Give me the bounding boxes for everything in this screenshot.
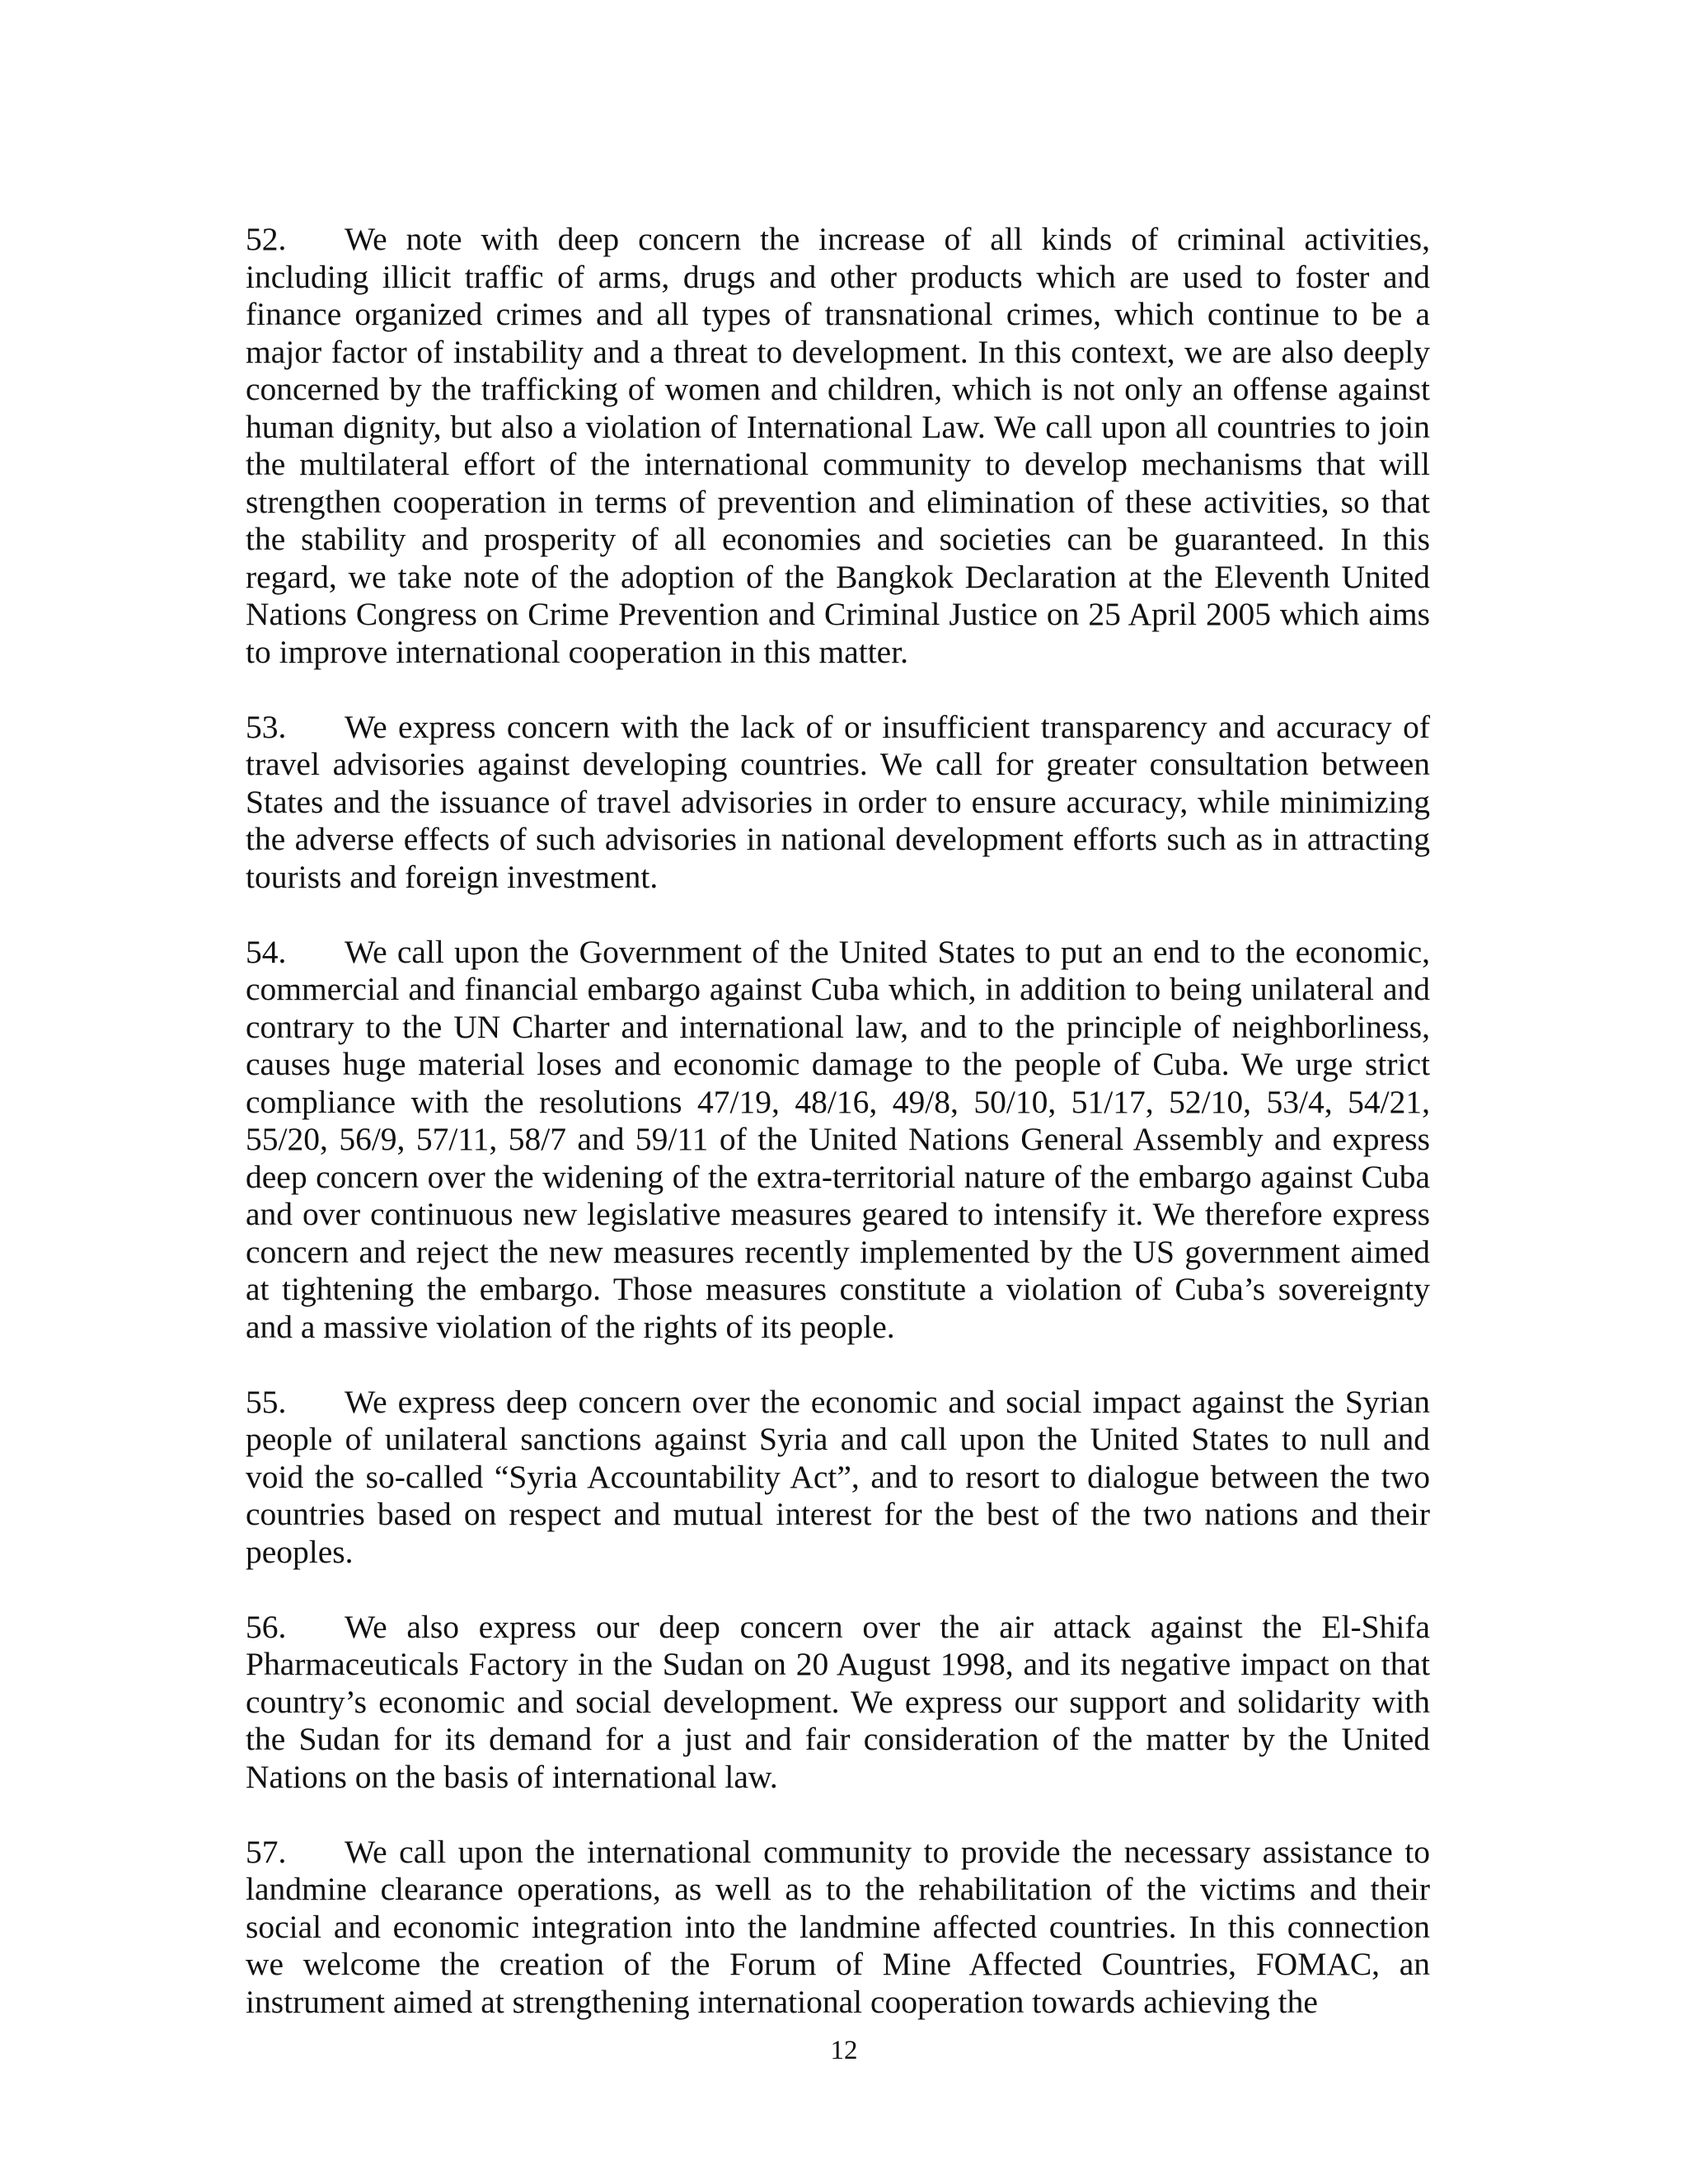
paragraph-text: We also express our deep concern over the air attack against the El-Shifa Pharmaceuticals Factory in the Sudan on 20 August 1998, and its negative impact on that country’s economic and social development. We express our support and solidarity with the Sudan for its demand for a just and fair consideration of the matter by the United Nations on the basis of international law.	[246, 1608, 1430, 1795]
paragraph-text: We call upon the Government of the United States to put an end to the economic, commercial and financial embargo against Cuba which, in addition to being unilateral and contrary to the UN Charter and international law, and to the principle of neighborliness, causes huge material loses and economic damage to the people of Cuba. We urge strict compliance with the resolutions 47/19, 48/16, 49/8, 50/10, 51/17, 52/10, 53/4, 54/21, 55/20, 56/9, 57/11, 58/7 and 59/11 of the United Nations General Assembly and express deep concern over the widening of the extra-territorial nature of the embargo against Cuba and over continuous new legislative measures geared to intensify it. We therefore express concern and reject the new measures recently implemented by the US government aimed at tightening the embargo. Those measures constitute a violation of Cuba’s sovereignty and a massive violation of the rights of its people.	[246, 933, 1430, 1345]
paragraph-number: 52.	[246, 221, 287, 257]
paragraph-text: We call upon the international community to provide the necessary assistance to landmine clearance operations, as well as to the rehabilitation of the victims and their social and economic integration into the landmine affected countries. In this connection we welcome the creation of the Forum of Mine Affected Countries, FOMAC, an instrument aimed at strengthening international cooperation towards achieving the	[246, 1833, 1430, 2020]
paragraph-text: We express concern with the lack of or insufficient transparency and accuracy of travel advisories against developing countries. We call for greater consultation between States and the issuance of travel advisories in order to ensure accuracy, while minimizing the adverse effects of such advisories in national development efforts such as in attracting tourists and foreign investment.	[246, 708, 1430, 895]
paragraph-57	[246, 1834, 1430, 2022]
paragraph-number: 56.	[246, 1608, 287, 1645]
paragraph-number: 55.	[246, 1383, 287, 1420]
paragraph-55	[246, 1384, 1430, 1572]
paragraph-52	[246, 221, 1430, 671]
page-number: 12	[830, 2036, 858, 2065]
paragraph-54	[246, 934, 1430, 1347]
paragraph-number: 57.	[246, 1833, 287, 1870]
paragraph-number: 54.	[246, 933, 287, 970]
paragraph-text: We express deep concern over the economic and social impact against the Syrian people of unilateral sanctions against Syria and call upon the United States to null and void the so-called “Syria Accountability Act”, and to resort to dialogue between the two countries based on respect and mutual interest for the best of the two nations and their peoples.	[246, 1383, 1430, 1570]
paragraph-53	[246, 709, 1430, 897]
paragraph-number: 53.	[246, 708, 287, 745]
paragraph-text: We note with deep concern the increase of all kinds of criminal activities, including illicit traffic of arms, drugs and other products which are used to foster and finance organized crimes and all types of transnational crimes, which continue to be a major factor of instability and a threat to development. In this context, we are also deeply concerned by the trafficking of women and children, which is not only an offense against human dignity, but also a violation of International Law. We call upon all countries to join the multilateral effort of the international community to develop mechanisms that will strengthen cooperation in terms of prevention and elimination of these activities, so that the stability and prosperity of all economies and societies can be guaranteed. In this regard, we take note of the adoption of the Bangkok Declaration at the Eleventh United Nations Congress on Crime Prevention and Criminal Justice on 25 April 2005 which aims to improve international cooperation in this matter.	[246, 221, 1430, 670]
document-body	[246, 221, 1430, 2059]
paragraph-56	[246, 1609, 1430, 1797]
